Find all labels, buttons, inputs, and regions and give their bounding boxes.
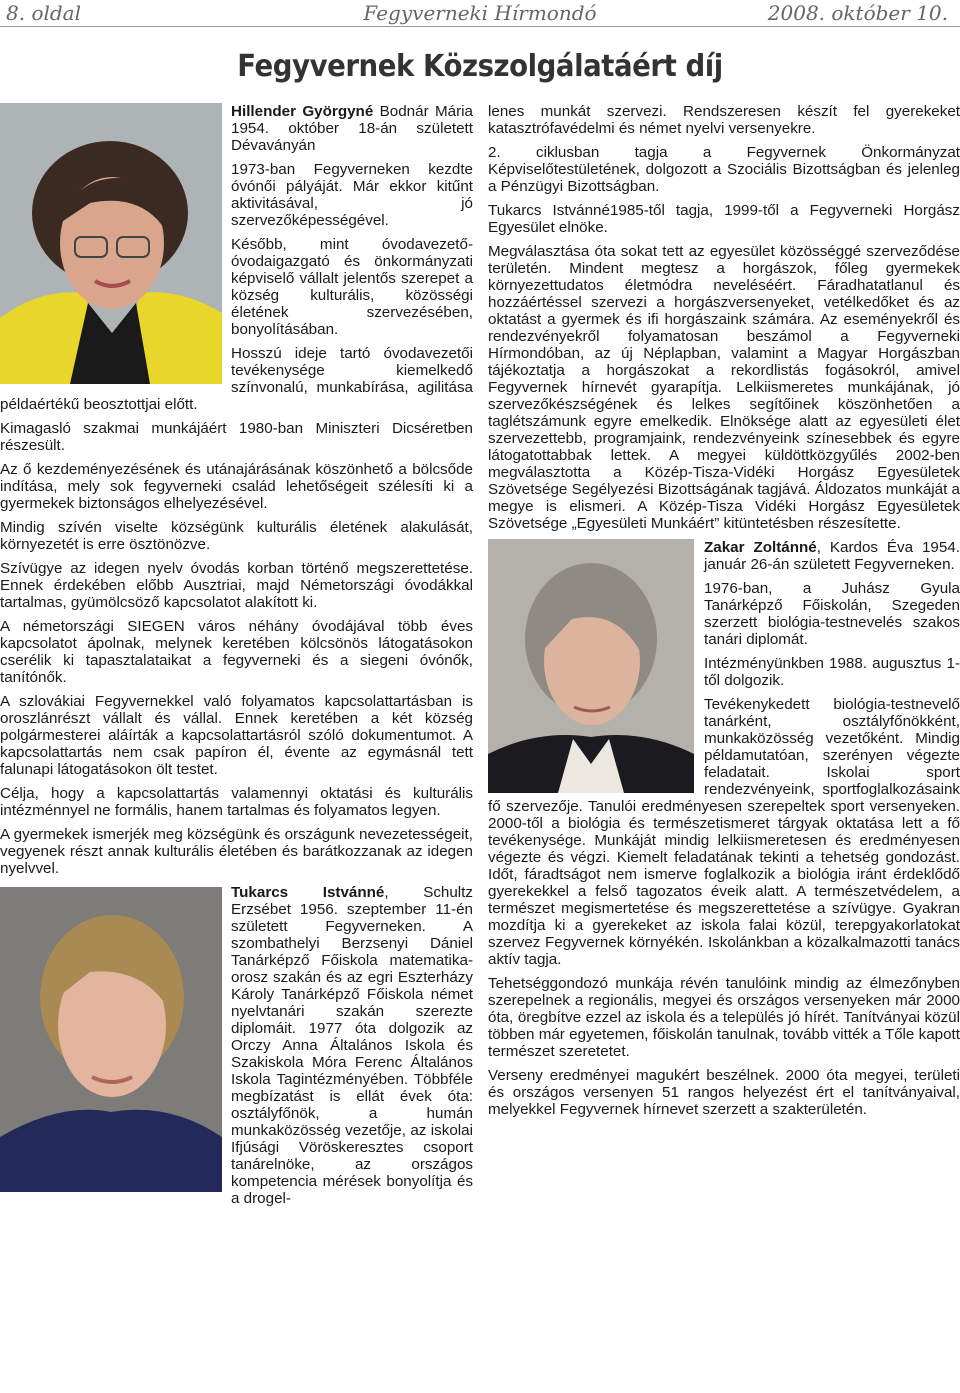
- paragraph: Intézményünkben 1988. augusztus 1-től dolgozik.: [704, 655, 960, 689]
- page-number: 8. oldal: [6, 1, 81, 25]
- issue-date: 2008. október 10.: [767, 1, 948, 25]
- paragraph: Hosszú ideje tartó óvodavezetői tevékenysége kiemelkedő színvonalú, munkabírása, agilitása példaértékű beosztottjai előtt.: [0, 345, 473, 413]
- portrait-photo-tukarcs: [0, 887, 222, 1192]
- left-column: [0, 103, 473, 1214]
- paragraph: Kimagasló szakmai munkájáért 1980-ban Miniszteri Dicséretben részesült.: [0, 420, 473, 454]
- paragraph: Az ő kezdeményezésének és utánajárásának köszönhető a bölcsőde indítása, mely sok fegyverneki család lehetőségeit szélesíti ki a gyermekek biztonságos elhelyezésével.: [0, 461, 473, 512]
- portrait-photo-zakar: [488, 539, 694, 793]
- awardee-name-tukarcs: Tukarcs Istvánné: [231, 884, 385, 901]
- paragraph: A gyermekek ismerjék meg községünk és országunk nevezetességeit, vegyenek részt annak kulturális életében és barátkozzanak az idegen nyelvvel.: [0, 826, 473, 877]
- paragraph: 1976-ban, a Juhász Gyula Tanárképző Főiskolán, Szegeden szerzett biológia-testnevelés szakos tanári diplomát.: [704, 580, 960, 648]
- text-block: , Schultz Erzsébet 1956. szeptember 11-én született Fegyverneken. A szombathelyi Berzsenyi Dániel Tanárképző Főiskola matematika-orosz szakán és az egri Eszterházy Károly Tanárképző Főiskola német nyelvtanári szakán szerezte diplomáit. 1977 óta dolgozik az Orczy Anna Általános Iskola és Szakiskola Móra Ferenc Általános Iskola Tagintézményében. Többféle megbízatást is ellát évek óta: osztályfőnök, a humán munkaközösség vezetője, az iskolai Ifjúsági Vöröskeresztes csoport tanárelnöke, az országos kompetencia mérések bonyolítja és a drogel-: [231, 884, 473, 1207]
- paragraph: Szívügye az idegen nyelv óvodás korban történő megszerettetése. Ennek érdekében előbb Ausztriai, majd Németországi óvodákkal tartalmas, gyümölcsöző kapcsolatot alakított ki.: [0, 560, 473, 611]
- portrait-photo-hillender: [0, 103, 222, 384]
- paragraph: Később, mint óvodavezető-óvodaigazgató és önkormányzati képviselő vállalt jelentős szerepet a község kulturális, közösségi életének szervezésében, bonyolításában.: [231, 236, 473, 338]
- page-header: [0, 0, 960, 27]
- awardee-name-zakar: Zakar Zoltánné: [704, 539, 817, 556]
- portrait-illustration: [488, 539, 694, 793]
- paragraph: Megválasztása óta sokat tett az egyesület közösséggé szerveződése területén. Mindent megtesz a horgászok, főleg gyermekek környezettudatos életmódra neveléséért. Fáradhatatlanul és hozzáértéssel szervezi a horgászversenyeket, vetélkedőket és az oktatást a gyermek és ifi horgászaink számára. Az eseményekről és rendezvényekről folyamatosan beszámol a Fegyverneki Hírmondóban, az új Néplapban, valamint a Magyar Horgászban tájékoztatja a horgászokat a rekordlistás fogásokról, amivel Fegyvernek hírnevét gyarapítja. Lelkiismeretes munkájának, jó szervezőkészségének és lelkes segítőinek köszönhetően a taglétszámunk egyre emelkedik. Elnöksége alatt az egyesületi élet szervezettebb, programjaink, rendezvényeink színesebbek és egyre látogatottabbak lettek. A megyei küldöttközgyűlés 2002-ben megválasztotta a Közép-Tisza-Vidéki Horgász Egyesületek Szövetsége Segélyezési Bizottságának tagjává. Áldozatos munkáját a megye is elismeri. A Közép-Tisza Vidéki Horgász Egyesületek Szövetsége „Egyesületi Munkáért” kitüntetésben részesítette.: [488, 243, 960, 532]
- text-block: , Kardos Éva 1954. január 26-án született Fegyverneken.: [704, 539, 960, 573]
- paragraph: 1973-ban Fegyverneken kezdte óvónői pályáját. Már ekkor kitűnt aktivitásával, jó szervezőképességével.: [231, 161, 473, 229]
- paragraph: A németországi SIEGEN város néhány óvodájával több éves kapcsolatot ápolnak, melynek keretében kölcsönös látogatásokon cserélik ki tapasztalataikat a fegyverneki és a siegeni óvónők, tanítónők.: [0, 618, 473, 686]
- paragraph: Tevékenykedett biológia-testnevelő tanárként, osztályfőnökként, munkaközösség vezetőként. Mindig példamutatóan, szerényen végezte feladatait. Iskolai sport rendezvényeink, sportfoglalkozásaink fő szervezője. Tanulói eredményesen szerepeltek sport versenyeken. 2000-től a biológia és természetismeret tárgyak oktatása lett a fő tevékenysége. Munkáját mindig lelkiismeretesen és eredményesen végezte és végzi. Kiemelt feladatának tekinti a tehetség gondozást. Időt, fáradtságot nem ismerve foglalkozik a biológia iránt érdeklődő gyerekekkel a felső tagozatos éveik alatt. A természetvédelem, a természet megismertetése és megszerettetése a szívügye. Gyakran mozdítja ki a gyerekeket az iskola falai közül, terepgyakorlatokat szervez Fegyvernek környékén. Iskolánkban a közalkalmazotti tanács aktív tagja.: [488, 696, 960, 968]
- portrait-illustration: [0, 103, 222, 384]
- paragraph: Tehetséggondozó munkája révén tanulóink mindig az élmezőnyben szerepelnek a regionális, megyei és országos versenyeken már 2000 óta, öregbítve ezzel az iskola és a település jó hírét. Tanítványai közül többen már egyetemen, főiskolán tanulnak, tovább vitték a Tőle kapott természet szeretetet.: [488, 975, 960, 1060]
- awardee-name-hillender: Hillender Györgyné: [231, 103, 374, 120]
- paragraph: A szlovákiai Fegyvernekkel való folyamatos kapcsolattartásban is oroszlánrészt vállalt és vállal. Ennek keretében a két község polgármesterei aláírták a kapcsolattartásról szóló dokumentumot. A kapcsolattartás nem csak papíron él, évente az egymásnál tett falunapi látogatásokon ölt testet.: [0, 693, 473, 778]
- paragraph: lenes munkát szervezi. Rendszeresen készít fel gyerekeket katasztrófavédelmi és német nyelvi versenyekre.: [488, 103, 960, 137]
- article-title: Fegyvernek Közszolgálatáért díj: [237, 49, 723, 84]
- paragraph: Verseny eredményei magukért beszélnek. 2000 óta megyei, területi és országos versenyen 51 rangos helyezést ért el tanítványaival, melyekkel Fegyvernek hírnevet szerzett a szakterületén.: [488, 1067, 960, 1118]
- paragraph: Tukarcs Istvánné1985-től tagja, 1999-től a Fegyverneki Horgász Egyesület elnöke.: [488, 202, 960, 236]
- paragraph: Célja, hogy a kapcsolattartás valamennyi oktatási és kulturális intézménnyel ne formális, hanem tartalmas és folyamatos legyen.: [0, 785, 473, 819]
- portrait-illustration: [0, 887, 222, 1192]
- newspaper-name: Fegyverneki Hírmondó: [363, 1, 597, 25]
- text-block: Bodnár Mária 1954. október 18-án született Dévaványán: [231, 103, 473, 154]
- paragraph: 2. ciklusban tagja a Fegyvernek Önkormányzat Képviselőtestületének, dolgozott a Szociális Bizottságban és jelenleg a Pénzügyi Bizottságban.: [488, 144, 960, 195]
- paragraph: Mindig szívén viselte községünk kulturális életének alakulását, környezetét is erre ösztönözve.: [0, 519, 473, 553]
- right-column: [488, 103, 960, 1125]
